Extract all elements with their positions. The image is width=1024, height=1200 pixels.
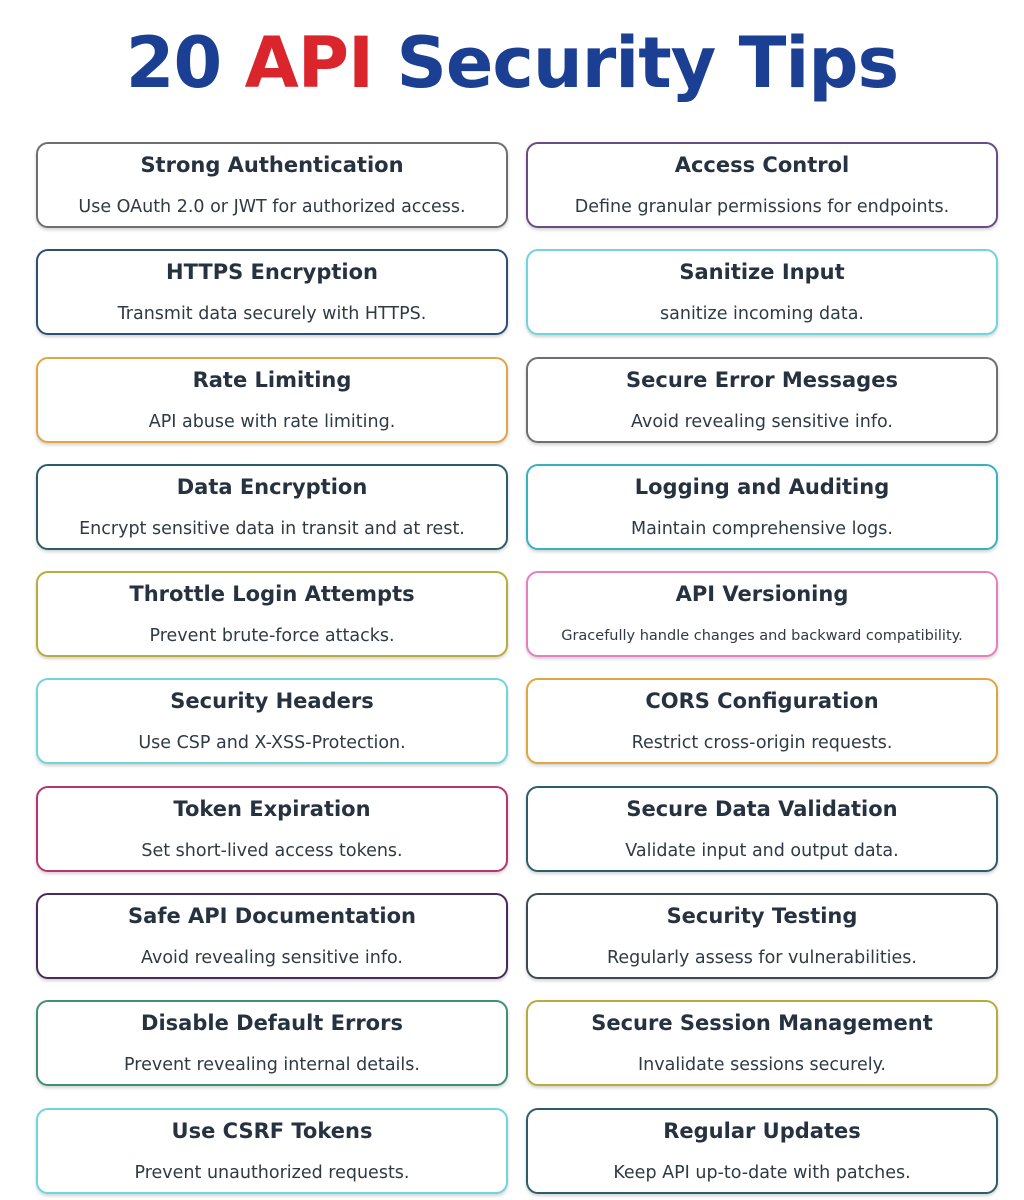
tip-description: Encrypt sensitive data in transit and at rest. (79, 518, 465, 539)
tip-card (36, 249, 508, 335)
tip-card (526, 1000, 998, 1086)
tip-card (526, 142, 998, 228)
tip-title: Security Headers (170, 689, 374, 714)
tip-title: Security Testing (666, 904, 858, 929)
tip-card (526, 571, 998, 657)
tip-card (36, 1000, 508, 1086)
tip-card (526, 786, 998, 872)
tip-title: Access Control (674, 153, 850, 177)
tip-card (526, 893, 998, 979)
tips-grid (36, 142, 998, 1194)
tip-card (36, 464, 508, 550)
tip-title: Logging and Auditing (634, 474, 890, 499)
tip-card (36, 357, 508, 443)
tip-description: Use OAuth 2.0 or JWT for authorized access. (78, 197, 466, 217)
tip-card (526, 357, 998, 443)
tip-card (526, 249, 998, 335)
tip-description: Use CSP and X-XSS-Protection. (138, 733, 406, 754)
tip-title: Safe API Documentation (128, 904, 416, 929)
tip-description: Transmit data securely with HTTPS. (117, 304, 427, 325)
tip-title: Throttle Login Attempts (129, 582, 415, 607)
tip-card (526, 1108, 998, 1194)
tip-description: Prevent brute-force attacks. (149, 626, 395, 647)
tip-title: Regular Updates (663, 1118, 861, 1143)
tip-title: HTTPS Encryption (166, 260, 378, 285)
tip-card (36, 142, 508, 228)
page-title (0, 18, 1024, 108)
tip-description: Define granular permissions for endpoints. (574, 197, 950, 217)
tip-card (36, 893, 508, 979)
tip-card (36, 678, 508, 764)
tip-description: Invalidate sessions securely. (638, 1055, 886, 1076)
title-number: 20 (125, 22, 222, 104)
tip-card (526, 464, 998, 550)
tip-card (526, 678, 998, 764)
tip-title: CORS Configuration (645, 689, 879, 714)
tip-description: API abuse with rate limiting. (148, 411, 396, 432)
tip-description: Validate input and output data. (625, 840, 899, 861)
tip-description: Set short-lived access tokens. (141, 840, 403, 861)
tip-description: Avoid revealing sensitive info. (631, 411, 893, 432)
tip-description: Restrict cross-origin requests. (631, 733, 893, 754)
tip-title: Strong Authentication (140, 153, 404, 177)
tip-card (36, 571, 508, 657)
tip-title: Secure Error Messages (626, 367, 898, 392)
tip-description: Maintain comprehensive logs. (631, 518, 893, 539)
tip-description: Prevent unauthorized requests. (134, 1162, 410, 1183)
tip-title: Token Expiration (173, 796, 371, 821)
title-accent: API (244, 22, 374, 104)
tip-title: Sanitize Input (679, 260, 845, 285)
tip-title: Use CSRF Tokens (171, 1118, 373, 1143)
tip-card (36, 1108, 508, 1194)
title-rest: Security Tips (396, 22, 899, 104)
tip-description: Avoid revealing sensitive info. (141, 948, 403, 969)
tip-title: Data Encryption (176, 474, 368, 499)
tip-title: Disable Default Errors (141, 1011, 403, 1036)
tip-title: API Versioning (675, 582, 849, 607)
tip-description: Gracefully handle changes and backward compatibility. (561, 628, 963, 645)
tip-card (36, 786, 508, 872)
tip-description: Regularly assess for vulnerabilities. (606, 948, 917, 969)
tip-title: Rate Limiting (192, 367, 352, 392)
tip-title: Secure Data Validation (626, 796, 898, 821)
tip-title: Secure Session Management (591, 1011, 933, 1036)
tip-description: Keep API up-to-date with patches. (613, 1162, 911, 1183)
tip-description: Prevent revealing internal details. (124, 1055, 420, 1076)
tip-description: sanitize incoming data. (660, 304, 864, 325)
